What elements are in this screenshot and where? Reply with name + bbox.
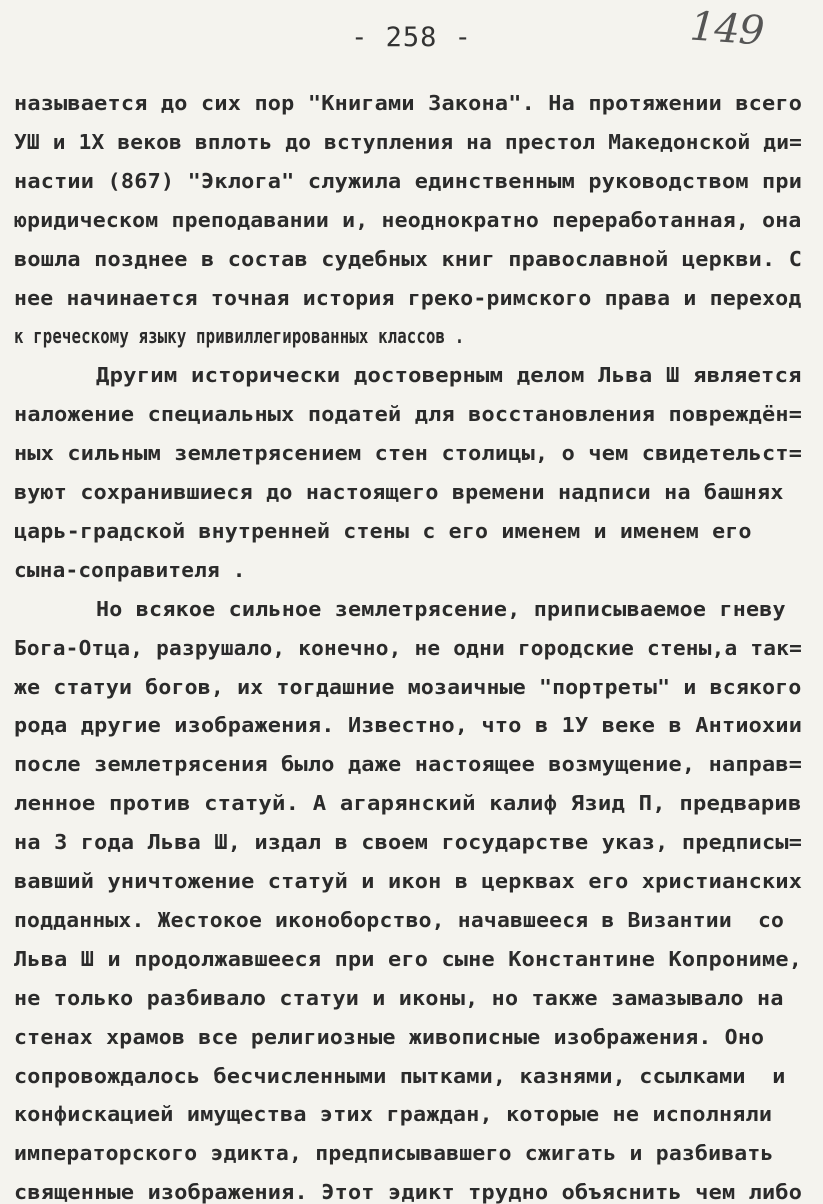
text-line: конфискацией имущества этих граждан, которые не исполняли [14,1102,773,1127]
text-line: называется до сих пор "Книгами Закона". На протяжении всего [14,91,803,115]
text-line: Другим исторически достоверным делом Льва Ш является [96,363,802,388]
text-line: подданных. Жестокое иконоборство, начавшееся в Византии со [14,907,785,932]
text-line: вуют сохранившиеся до настоящего времени надписи на башнях [14,480,784,504]
text-line: же статуи богов, их тогдашние мозаичные "портреты" и всякого [14,674,802,699]
text-line: императорского эдикта, предписывавшего сжигать и разбивать [14,1141,774,1166]
text-line: настии (867) "Эклога" служила единственным руководством при [14,168,803,193]
text-line: нее начинается точная история греко-римского права и переход [14,285,802,310]
text-line: ленное против статуй. А агарянский калиф Язид П, предварив [14,791,802,816]
page-number: - 258 - [351,22,472,53]
text-line: стенах храмов все религиозные живописные изображения. Оно [14,1024,765,1049]
text-line: не только разбивало статуи и иконы, но также замазывало на [14,985,784,1010]
text-line: вавший уничтожение статуй и икон в церквах его христианских [14,869,803,893]
text-line: после землетрясения было даже настоящее возмущение, направ= [14,752,803,777]
archive-number: 149 [688,3,765,55]
text-line: сопровождалось бесчисленными пытками, казнями, ссылками и [14,1063,786,1088]
text-line: рода другие изображения. Известно, что в 1У веке в Антиохии [14,713,803,738]
text-line: на 3 года Льва Ш, издал в своем государстве указ, предписы= [14,830,803,855]
text-line: ных сильным землетрясением стен столицы, о чем свидетельст= [14,441,803,466]
text-line: УШ и 1Х веков вплоть до вступления на престол Македонской ди= [14,129,803,154]
text-line: Бога-Отца, разрушало, конечно, не одни городские стены,а так= [14,635,803,660]
text-line: священные изображения. Этот эдикт трудно объяснить чем либо [14,1180,803,1204]
text-line: Льва Ш и продолжавшееся при его сыне Константине Копрониме, [14,946,803,971]
text-line: Но всякое сильное землетрясение, приписываемое гневу [96,596,786,621]
text-line: царь-градской внутренней стены с его именем и именем его [14,518,752,543]
text-line: сына-соправителя . [14,557,246,582]
text-line: юридическом преподавании и, неоднократно переработанная, она [14,207,802,232]
text-line: наложение специальных податей для восстановления повреждён= [14,402,803,427]
text-line: к греческому языку привиллегированных классов . [14,324,465,349]
text-line: вошла позднее в состав судебных книг православной церкви. С [14,246,803,271]
